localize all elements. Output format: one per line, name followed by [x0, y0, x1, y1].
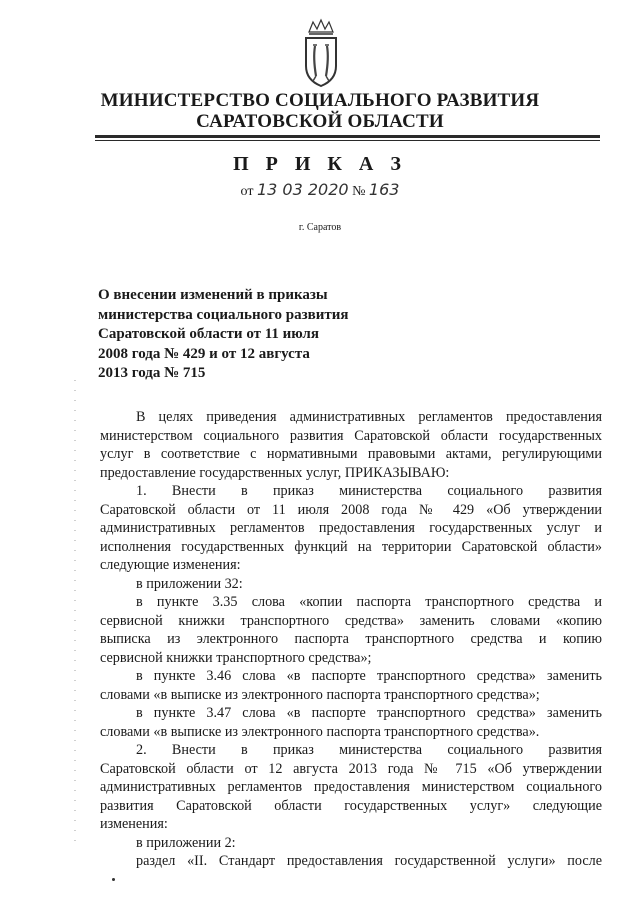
- body-line: Саратовской области от 11 июля 2008 года № 429 «Об утверждении: [100, 501, 602, 518]
- scan-binding-dots: [74, 380, 76, 850]
- subject-line: министерства социального развития: [98, 306, 349, 323]
- body-line: услуг в соответствие с нормативными правовыми актами, регулирующими: [100, 446, 602, 462]
- body-line: предоставление государственных услуг, ПРИКАЗЫВАЮ:: [100, 464, 450, 481]
- city-label: г. Саратов: [298, 222, 342, 233]
- clause-2-heading: 2. Внести в приказ министерства социального развития: [136, 742, 602, 758]
- clause-1-heading: 1. Внести в приказ министерства социального развития: [136, 483, 602, 499]
- body-line: выписка из электронного паспорта транспортного средства и копию: [100, 631, 602, 647]
- order-body: [100, 408, 602, 871]
- header-rule-thin: [95, 140, 600, 141]
- body-line: развития Саратовской области государственных услуг» следующие: [100, 797, 602, 814]
- number-label: №: [352, 184, 366, 199]
- order-date: 13 03 2020: [256, 180, 349, 199]
- body-line: раздел «II. Стандарт предоставления государственной услуги» после: [136, 853, 602, 869]
- body-line: словами «в выписке из электронного паспорта транспортного средства»;: [100, 686, 540, 703]
- body-line: административных регламентов предоставления министерством социального: [100, 779, 602, 795]
- body-line: в пункте 3.46 слова «в паспорте транспортного средства» заменить: [136, 668, 602, 684]
- body-line: изменения:: [100, 816, 168, 832]
- body-line: в приложении 32:: [136, 575, 243, 592]
- subject-line: О внесении изменений в приказы: [98, 287, 328, 303]
- body-line: В целях приведения административных регламентов предоставления: [136, 409, 602, 425]
- body-line: в пункте 3.35 слова «копии паспорта транспортного средства и: [136, 594, 602, 610]
- subject-line: 2013 года № 715: [98, 365, 206, 381]
- header-rule: [95, 135, 600, 138]
- body-line: в приложении 2:: [136, 834, 236, 851]
- body-line: сервисной книжки транспортного средства»;: [100, 649, 372, 666]
- order-subject: [98, 286, 349, 384]
- body-line: административных регламентов предоставления государственных услуг и: [100, 520, 602, 536]
- from-label: от: [240, 184, 254, 199]
- order-date-number: [0, 180, 640, 200]
- body-line: сервисной книжки транспортного средства» заменить словами «копию: [100, 612, 602, 629]
- body-line: министерством социального развития Саратовской области государственных: [100, 427, 602, 444]
- subject-line: 2008 года № 429 и от 12 августа: [98, 345, 310, 362]
- coat-of-arms-icon: [301, 18, 341, 88]
- body-line: Саратовской области от 12 августа 2013 года № 715 «Об утверждении: [100, 760, 602, 777]
- scan-speck: [112, 878, 115, 881]
- body-line: следующие изменения:: [100, 557, 241, 573]
- document-type-title: П Р И К А З: [233, 153, 407, 175]
- ministry-name-line1: МИНИСТЕРСТВО СОЦИАЛЬНОГО РАЗВИТИЯ: [100, 90, 540, 111]
- order-number: 163: [368, 180, 400, 199]
- subject-line: Саратовской области от 11 июля: [98, 326, 319, 342]
- body-line: словами «в выписке из электронного паспорта транспортного средства».: [100, 723, 540, 740]
- body-line: в пункте 3.47 слова «в паспорте транспортного средства» заменить: [136, 705, 602, 721]
- ministry-name-line2: САРАТОВСКОЙ ОБЛАСТИ: [196, 111, 444, 132]
- body-line: исполнения государственных функций на территории Саратовской области»: [100, 538, 602, 555]
